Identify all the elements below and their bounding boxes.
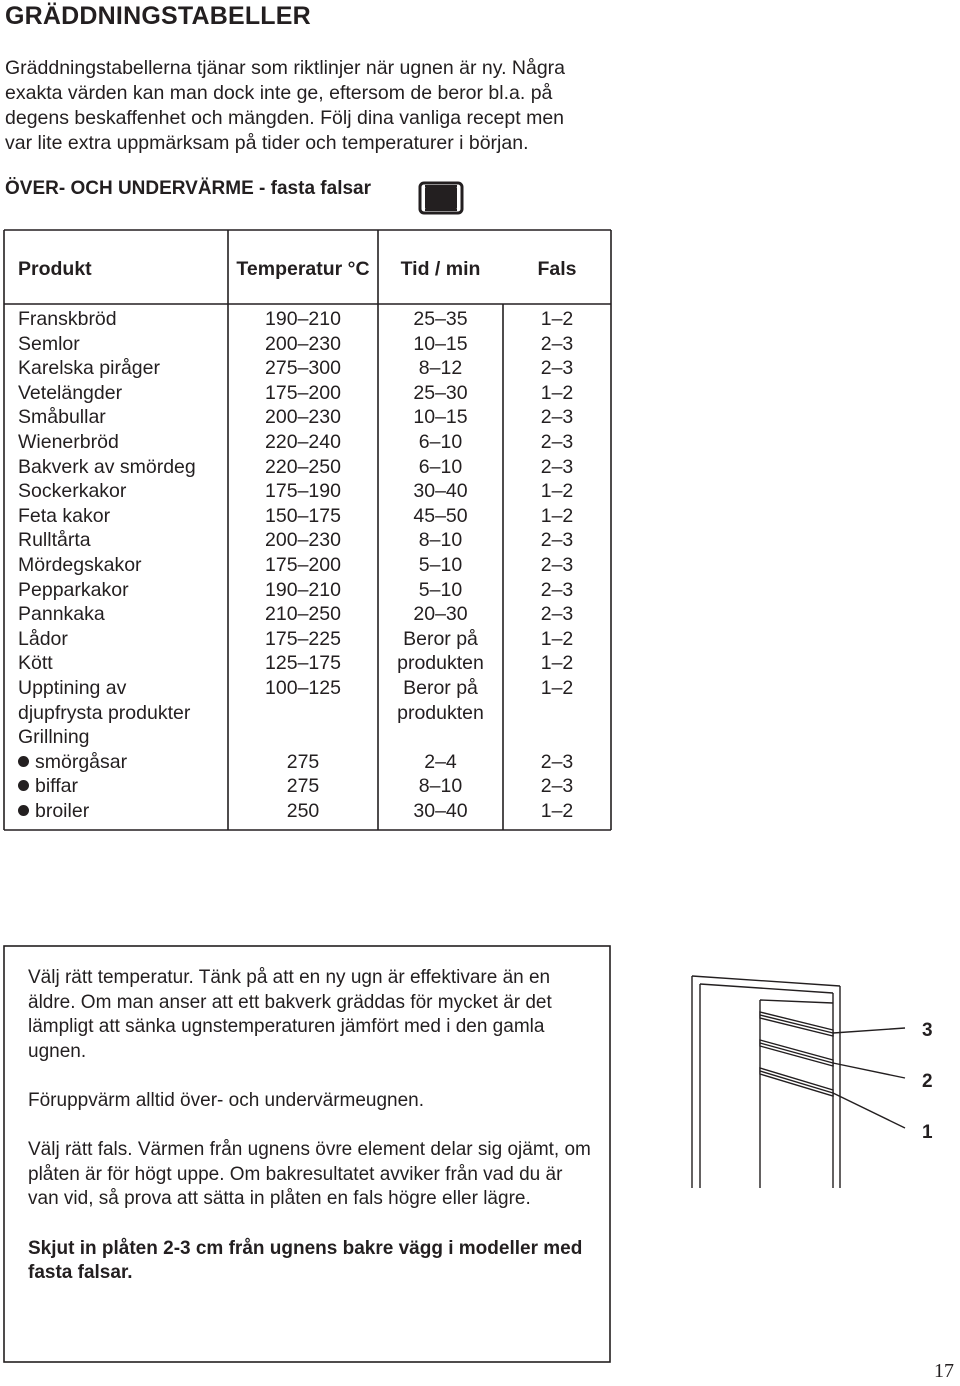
cell-produkt-text: broiler [35, 800, 90, 822]
cell-tid: Beror på [403, 677, 478, 699]
cell-tid: 6–10 [418, 431, 463, 453]
cell-temperatur: 190–210 [265, 578, 341, 601]
cell-tid: 30–40 [413, 800, 468, 822]
cell-tid: 25–30 [413, 381, 468, 404]
cell-fals: 1–2 [540, 480, 574, 503]
cell-temperatur: 100–125 [265, 677, 341, 699]
cell-temperatur: 200–230 [265, 529, 341, 552]
oven-rack-diagram [690, 970, 960, 1190]
cell-temperatur: 200–230 [265, 406, 341, 429]
cell-fals: 2–3 [540, 357, 574, 380]
cell-tid: 2–4 [424, 750, 457, 773]
rack-label-3: 3 [922, 1020, 933, 1041]
cell-tid: 5–10 [418, 554, 463, 576]
cell-temperatur: 220–250 [265, 455, 341, 478]
intro-line: var lite extra uppmärksam på tider och temperaturer i början. [5, 132, 529, 154]
cell-tid: 30–40 [413, 480, 468, 503]
cell-temperatur: 175–225 [265, 627, 341, 650]
cell-produkt: Kött [18, 652, 53, 675]
cell-tid: produkten [397, 652, 484, 675]
cell-produkt: Mördegskakor [18, 554, 142, 576]
cell-tid: 8–10 [418, 775, 463, 798]
cell-produkt: Semlor [18, 332, 80, 355]
cell-tid: 6–10 [418, 455, 463, 478]
cell-tid: 8–10 [418, 529, 463, 552]
info-paragraph: Välj rätt temperatur. Tänk på att en ny ugn är effektivare än en äldre. Om man anser att ett bakverk gräddas för mycket är det lämpligt att sänka ugnstemperaturen jämfört med i den gamla ugnen. [28, 967, 552, 1062]
cell-tid: Beror på [403, 627, 478, 650]
cell-produkt: Bakverk av smördeg [18, 455, 196, 478]
cell-fals: 1–2 [540, 677, 574, 699]
cell-fals: 2–3 [540, 578, 574, 601]
cell-produkt: Upptining av [18, 677, 127, 699]
cell-fals: 1–2 [540, 308, 574, 330]
cell-tid: 8–12 [418, 357, 463, 380]
cell-produkt-text: biffar [35, 775, 78, 798]
cell-fals: 2–3 [540, 529, 574, 552]
column-header-tid: Tid / min [400, 258, 481, 280]
cell-produkt: Rulltårta [18, 529, 91, 552]
column-header-produkt: Produkt [18, 258, 92, 280]
cell-produkt: Feta kakor [18, 504, 111, 527]
info-box [28, 966, 598, 1286]
cell-tid: 45–50 [413, 504, 468, 527]
cell-tid: 5–10 [418, 578, 463, 601]
cell-temperatur: 275 [286, 775, 320, 798]
intro-line: Gräddningstabellerna tjänar som riktlinjer när ugnen är ny. Några [5, 57, 566, 79]
intro-line: degens beskaffenhet och mängden. Följ dina vanliga recept men [5, 107, 565, 129]
cell-temperatur: 200–230 [265, 332, 341, 355]
cell-produkt: Sockerkakor [18, 480, 127, 503]
cell-fals: 1–2 [540, 800, 574, 822]
page-title: GRÄDDNINGSTABELLER [5, 2, 311, 30]
cell-temperatur: 150–175 [265, 504, 341, 527]
page-number: 17 [934, 1360, 954, 1382]
cell-fals: 1–2 [540, 652, 574, 675]
cell-produkt-text: smörgåsar [35, 750, 128, 773]
column-header-temperatur: Temperatur °C [236, 258, 370, 280]
cell-fals: 1–2 [540, 381, 574, 404]
cell-temperatur: 250 [286, 800, 320, 822]
rack-label-2: 2 [922, 1071, 933, 1092]
info-paragraph: Välj rätt fals. Värmen från ugnens övre element delar sig ojämt, om plåten är för högt uppe. Om bakresultatet avviker från vad du är van vid, så prova att sätta in plåten en fals högre eller lägre. [28, 1139, 591, 1210]
cell-fals: 2–3 [540, 554, 574, 576]
cell-tid: 20–30 [413, 603, 468, 626]
cell-tid: 25–35 [413, 308, 468, 330]
cell-produkt: djupfrysta produkter [18, 701, 191, 724]
cell-fals: 2–3 [540, 775, 574, 798]
cell-temperatur: 210–250 [265, 603, 341, 626]
cell-tid: 10–15 [413, 332, 468, 355]
cell-fals: 2–3 [540, 603, 574, 626]
cell-temperatur: 125–175 [265, 652, 341, 675]
cell-produkt: Lådor [18, 627, 68, 650]
cell-temperatur: 275–300 [265, 357, 341, 380]
rack-label-1: 1 [922, 1122, 933, 1143]
section-heading: ÖVER- OCH UNDERVÄRME - fasta falsar [5, 178, 372, 199]
cell-fals: 1–2 [540, 504, 574, 527]
cell-produkt: Grillning [18, 726, 90, 749]
cell-tid: 10–15 [413, 406, 468, 429]
cell-produkt: Vetelängder [18, 381, 123, 404]
info-paragraph: Föruppvärm alltid över- och undervärmeugnen. [28, 1089, 425, 1111]
cell-fals: 1–2 [540, 627, 574, 650]
info-bold-note: Skjut in plåten 2-3 cm från ugnens bakre vägg i modeller med fasta falsar. [28, 1237, 583, 1284]
cell-temperatur: 175–190 [265, 480, 341, 503]
cell-temperatur: 190–210 [265, 308, 341, 330]
cell-fals: 2–3 [540, 332, 574, 355]
cell-temperatur: 175–200 [265, 554, 341, 576]
cell-fals: 2–3 [540, 455, 574, 478]
intro-line: exakta värden kan man dock inte ge, eftersom de beror bl.a. på [5, 82, 553, 104]
cell-tid: produkten [397, 701, 484, 724]
cell-temperatur: 220–240 [265, 431, 341, 453]
column-header-fals: Fals [537, 258, 577, 280]
cell-produkt: Småbullar [18, 406, 106, 429]
cell-produkt: Franskbröd [18, 308, 117, 330]
cell-produkt: Wienerbröd [18, 431, 119, 453]
cell-fals: 2–3 [540, 406, 574, 429]
cell-fals: 2–3 [540, 431, 574, 453]
cell-produkt: Pannkaka [18, 603, 105, 626]
cell-temperatur: 175–200 [265, 381, 341, 404]
cell-produkt: Pepparkakor [18, 578, 129, 601]
cell-produkt: Karelska piråger [18, 357, 160, 380]
cell-fals: 2–3 [540, 750, 574, 773]
cell-temperatur: 275 [286, 750, 320, 773]
